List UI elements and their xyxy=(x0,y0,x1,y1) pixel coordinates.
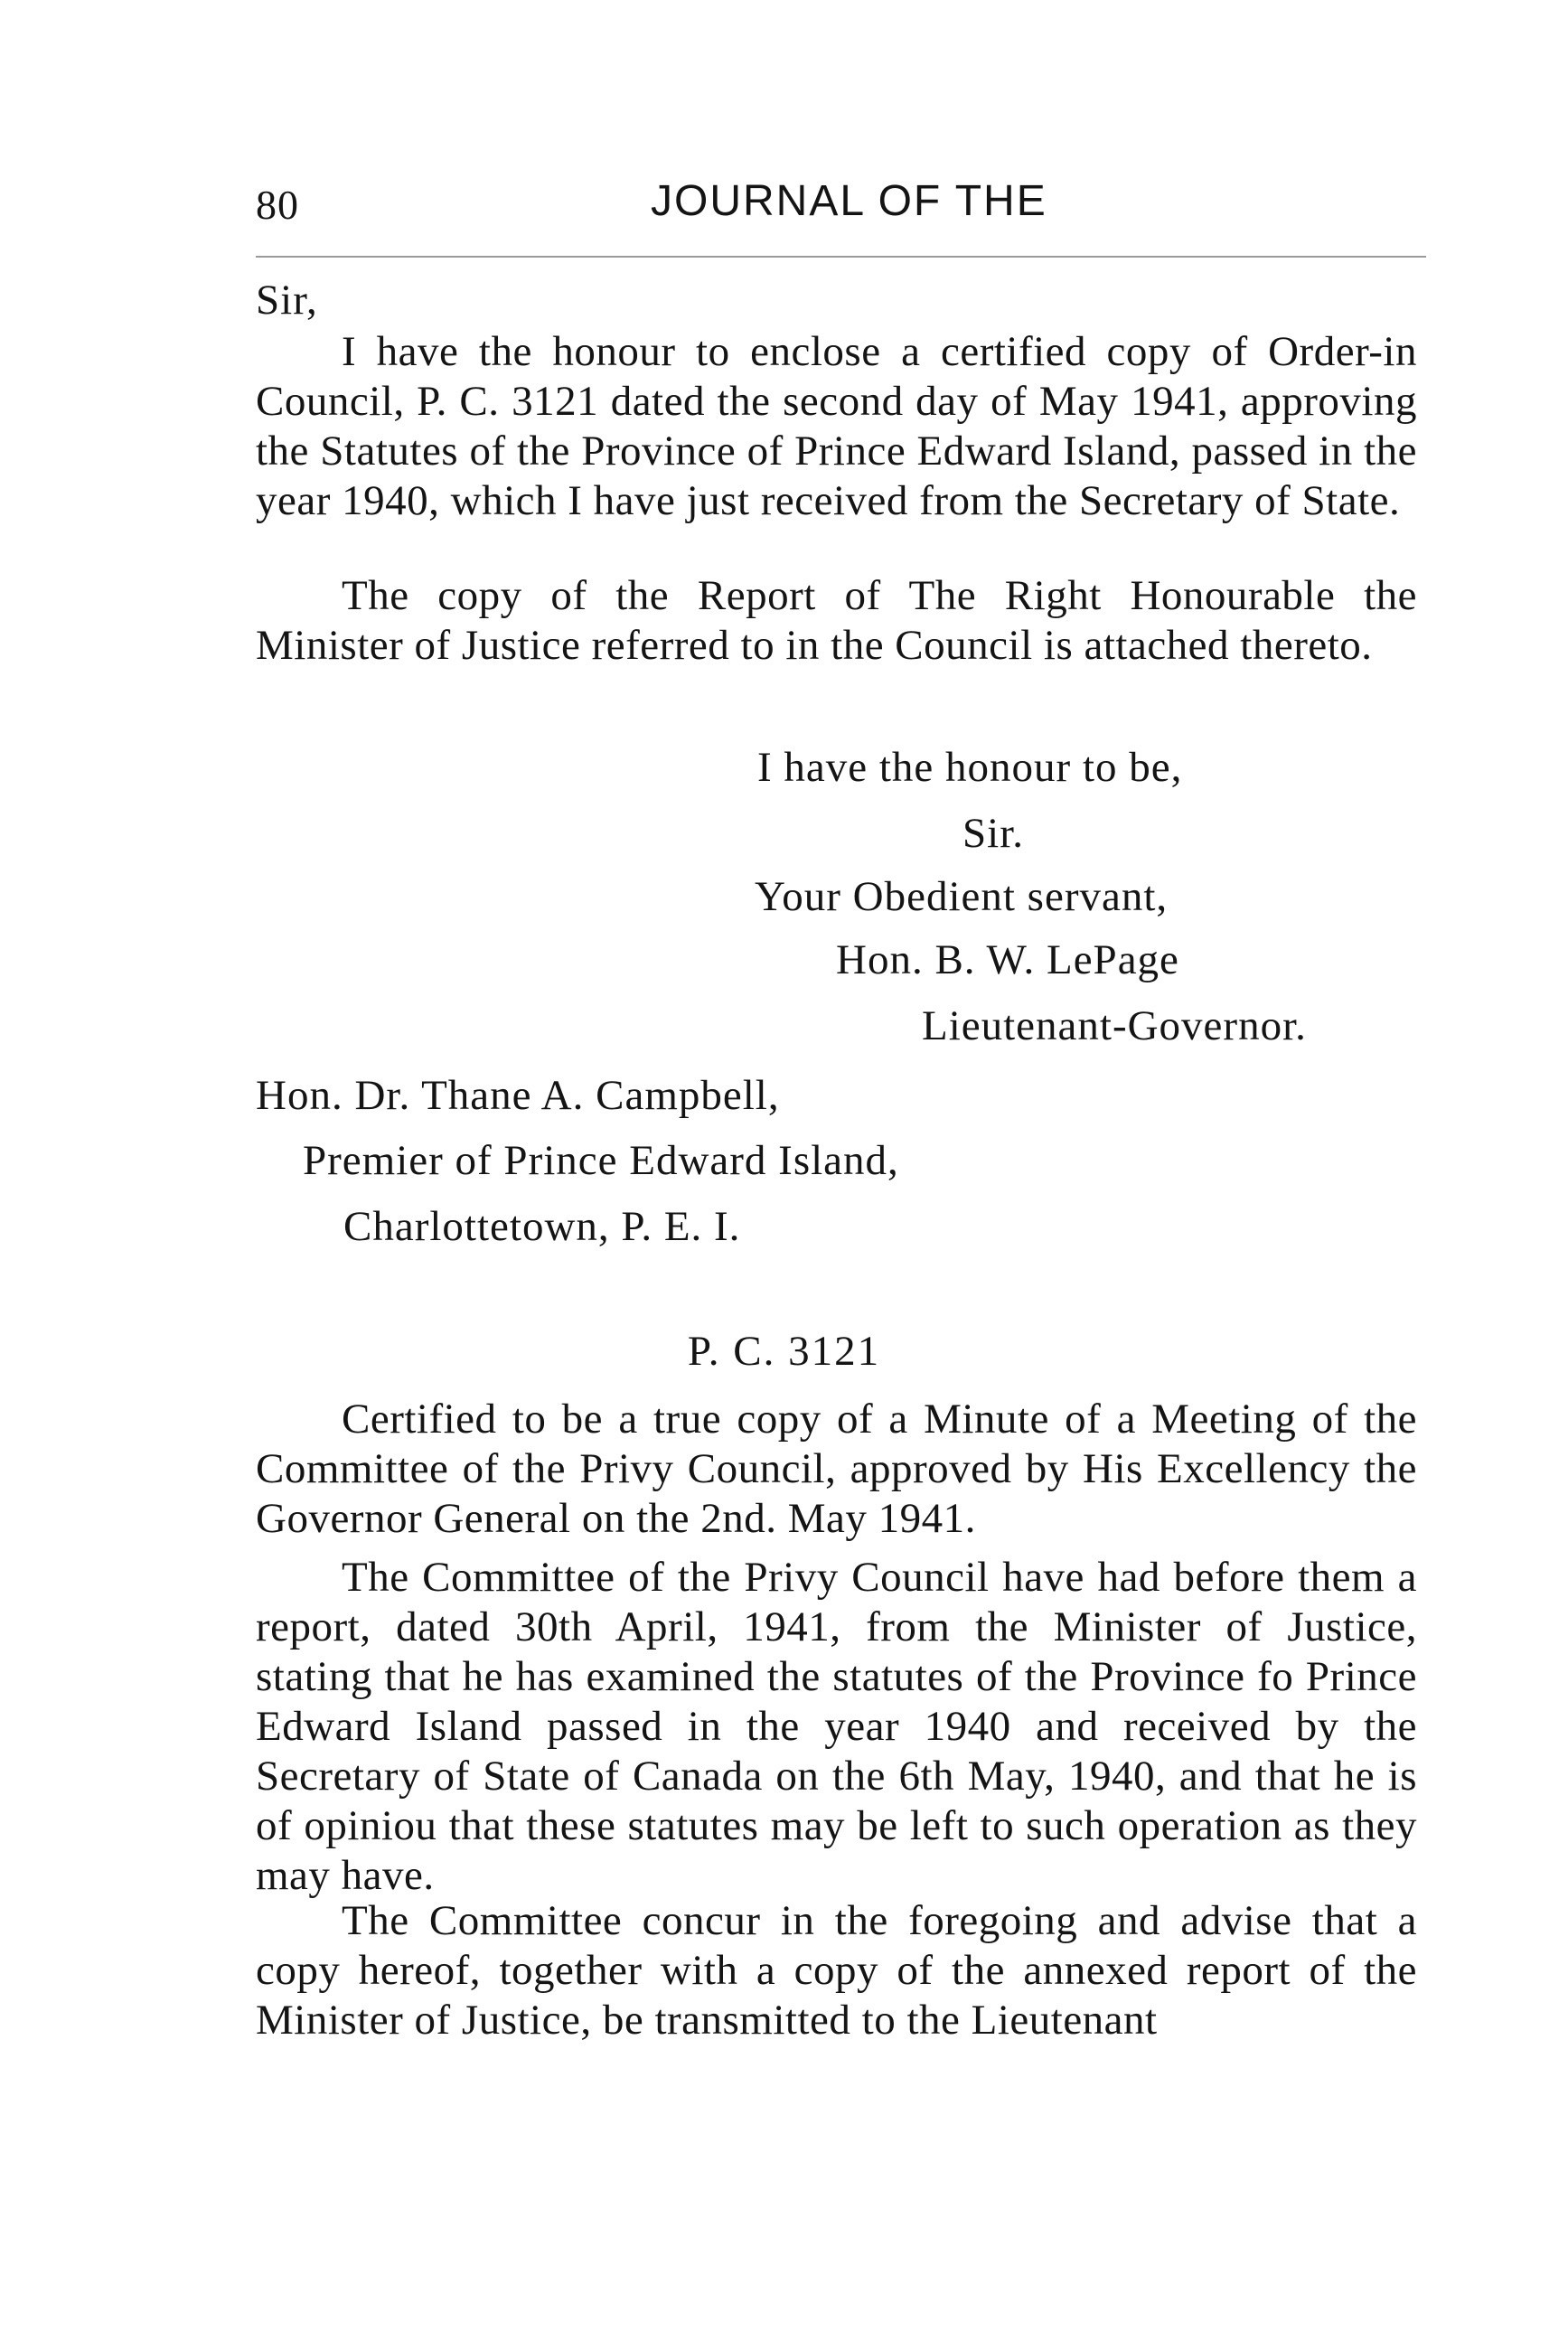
running-head: JOURNAL OF THE xyxy=(651,177,1047,225)
letter-closing-1: I have the honour to be, xyxy=(757,744,1183,791)
letter-salutation: Sir, xyxy=(256,277,318,324)
letter-signature-title: Lieutenant-Governor. xyxy=(922,1002,1307,1049)
page-number: 80 xyxy=(256,182,299,228)
addressee-name: Hon. Dr. Thane A. Campbell, xyxy=(256,1072,780,1119)
letter-paragraph-1: I have the honour to enclose a certified copy of Order-in Council, P. C. 3121 dated the second day of May 1941, approving the Statutes of the Province of Prince Edward Island, passed in the year 1940, which I have just received from the Secretary of State. xyxy=(256,328,1417,524)
letter-closing-2: Sir. xyxy=(962,810,1025,857)
minute-paragraph-3: The Committee concur in the foregoing and advise that a copy hereof, together with a copy of the annexed report of the Minister of Justice, be transmitted to the Lieutenant xyxy=(256,1897,1417,2044)
letter-signature: Hon. B. W. LePage xyxy=(836,936,1179,983)
header-rule xyxy=(256,256,1426,258)
addressee-place: Charlottetown, P. E. I. xyxy=(343,1203,741,1250)
minute-paragraph-1: Certified to be a true copy of a Minute of a Meeting of the Committee of the Privy Council, approved by His Excellency the Governor General on the 2nd. May 1941. xyxy=(256,1396,1417,1542)
letter-closing-3: Your Obedient servant, xyxy=(755,873,1169,920)
minute-paragraph-2: The Committee of the Privy Council have had before them a report, dated 30th April, 1941, from the Minister of Justice, stating that he has examined the statutes of the Province fo Prince Edward Island passed in the year 1940 and received by the Secretary of State of Canada on the 6th May, 1940, and that he is of opiniou that these statutes may be left to such operation as they may have. xyxy=(256,1554,1417,1899)
addressee-title: Premier of Prince Edward Island, xyxy=(303,1137,899,1184)
minute-heading: P. C. 3121 xyxy=(687,1328,881,1375)
letter-paragraph-2: The copy of the Report of The Right Honourable the Minister of Justice referred to in the Council is attached thereto. xyxy=(256,572,1417,669)
